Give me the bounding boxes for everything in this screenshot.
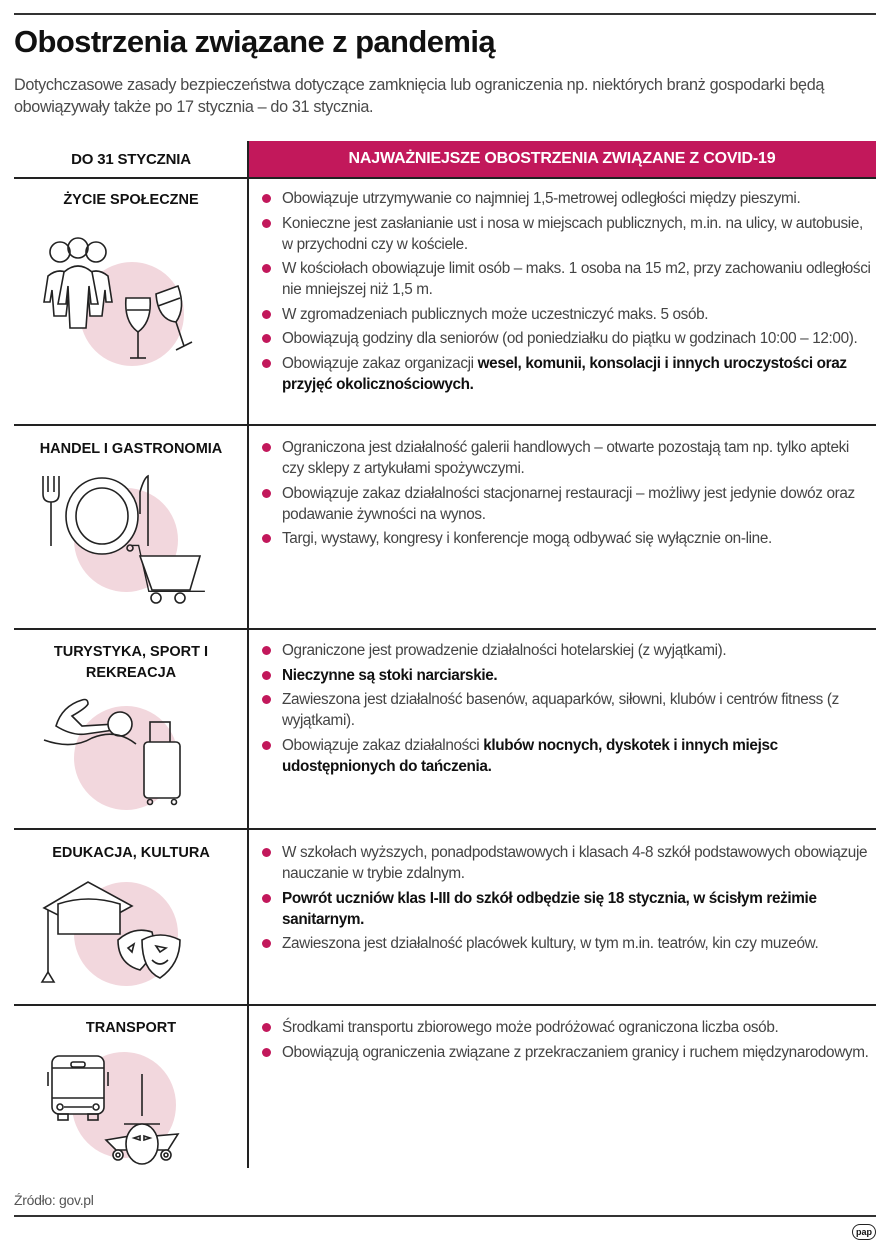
row-divider — [14, 424, 876, 426]
restriction-list — [262, 437, 872, 553]
restriction-list — [262, 188, 872, 398]
bullet-icon — [262, 646, 271, 655]
list-item: W kościołach obowiązuje limit osób – maks. 1 osoba na 15 m2, przy zachowaniu odległości nie mniejszej niż 1,5 m. — [262, 258, 872, 300]
page-subtitle: Dotychczasowe zasady bezpieczeństwa dotyczące zamknięcia lub ograniczenia np. niektórych branż gospodarki będą obowiązywały także po 17 stycznia – do 31 stycznia. — [14, 76, 825, 116]
category-label: TURYSTYKA, SPORT I REKREACJA — [53, 644, 209, 681]
bullet-icon — [262, 489, 271, 498]
list-item: Nieczynne są stoki narciarskie. — [262, 665, 872, 686]
list-item: Powrót uczniów klas I-III do szkół odbędzie się 18 stycznia, w ścisłym reżimie sanitarnym. — [262, 888, 872, 930]
list-item: Targi, wystawy, kongresy i konferencje mogą odbywać się wyłącznie on-line. — [262, 528, 872, 549]
list-item: Obowiązują ograniczenia związane z przekraczaniem granicy i ruchem międzynarodowym. — [262, 1042, 872, 1063]
bullet-icon — [262, 894, 271, 903]
pap-logo-icon: pap — [852, 1224, 876, 1240]
restriction-list — [262, 842, 872, 958]
bullet-icon — [262, 194, 271, 203]
bottom-rule — [14, 1215, 876, 1217]
column-header-period: DO 31 STYCZNIA — [71, 150, 191, 168]
row-divider — [14, 1004, 876, 1006]
category-label: EDUKACJA, KULTURA — [52, 845, 210, 861]
list-item: Konieczne jest zasłanianie ust i nosa w miejscach publicznych, m.in. na ulicy, w autobusie, w przychodni czy w kościele. — [262, 213, 872, 255]
bullet-icon — [262, 219, 271, 228]
bullet-icon — [262, 695, 271, 704]
bullet-icon — [262, 671, 271, 680]
bullet-icon — [262, 848, 271, 857]
bullet-icon — [262, 334, 271, 343]
bullet-icon — [262, 939, 271, 948]
bullet-icon — [262, 310, 271, 319]
row-divider — [14, 177, 876, 179]
list-item: Obowiązuje zakaz organizacji wesel, komunii, konsolacji i innych uroczystości oraz przyjęć okolicznościowych. — [262, 353, 872, 395]
list-item: Zawieszona jest działalność basenów, aquaparków, siłowni, klubów i centrów fitness (z wyjątkami). — [262, 689, 872, 731]
category-label: ŻYCIE SPOŁECZNE — [63, 192, 199, 208]
list-item: Obowiązuje zakaz działalności stacjonarnej restauracji – możliwy jest jedynie dowóz oraz podawanie żywności na wynos. — [262, 483, 872, 525]
bullet-icon — [262, 443, 271, 452]
page-title: Obostrzenia związane z pandemią — [14, 24, 495, 59]
row-divider — [14, 828, 876, 830]
list-item: W szkołach wyższych, ponadpodstawowych i klasach 4-8 szkół podstawowych obowiązuje nauczanie w trybie zdalnym. — [262, 842, 872, 884]
list-item: Obowiązuje utrzymywanie co najmniej 1,5-metrowej odległości między pieszymi. — [262, 188, 872, 209]
category-label: HANDEL I GASTRONOMIA — [39, 441, 223, 457]
graduation-cap-and-masks-icon — [42, 878, 202, 988]
top-rule — [14, 13, 876, 15]
bullet-icon — [262, 264, 271, 273]
people-and-wine-glasses-icon — [42, 236, 202, 366]
bullet-icon — [262, 359, 271, 368]
plate-cutlery-cart-icon — [40, 474, 205, 604]
swimmer-and-suitcase-icon — [42, 694, 192, 809]
list-item: Środkami transportu zbiorowego może podróżować ograniczona liczba osób. — [262, 1017, 872, 1038]
list-item: Ograniczona jest działalność galerii handlowych – otwarte pozostają tam np. tylko apteki czy sklepy z artykułami spożywczymi. — [262, 437, 872, 479]
list-item: Obowiązują godziny dla seniorów (od poniedziałku do piątku w godzinach 10:00 – 12:00). — [262, 328, 872, 349]
column-header-restrictions: NAJWAŻNIEJSZE OBOSTRZENIA ZWIĄZANE Z COVID-19 — [248, 141, 876, 177]
list-item: Zawieszona jest działalność placówek kultury, w tym m.in. teatrów, kin czy muzeów. — [262, 933, 872, 954]
category-label: TRANSPORT — [85, 1020, 177, 1036]
source-note: Źródło: gov.pl — [14, 1192, 94, 1208]
row-divider — [14, 628, 876, 630]
bullet-icon — [262, 1023, 271, 1032]
restriction-list — [262, 1017, 872, 1066]
list-item: Obowiązuje zakaz działalności klubów nocnych, dyskotek i innych miejsc udostępnionych do tańczenia. — [262, 735, 872, 777]
bullet-icon — [262, 1048, 271, 1057]
bullet-icon — [262, 741, 271, 750]
restriction-list — [262, 640, 872, 780]
list-item: Ograniczone jest prowadzenie działalności hotelarskiej (z wyjątkami). — [262, 640, 872, 661]
bullet-icon — [262, 534, 271, 543]
bus-and-airplane-icon — [44, 1052, 204, 1164]
list-item: W zgromadzeniach publicznych może uczestniczyć maks. 5 osób. — [262, 304, 872, 325]
